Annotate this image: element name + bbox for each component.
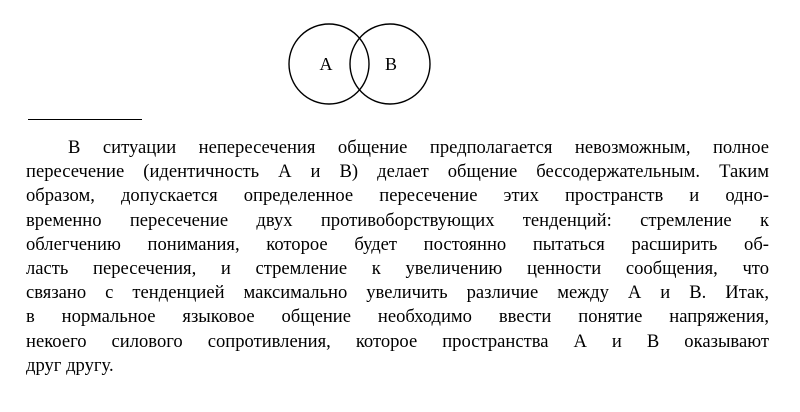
text-line: пересечение (идентичность А и В) делает общение бессодержательным. Таким [26,161,769,183]
text-line: связано с тенденцией максимально увеличить различие между А и В. Итак, [26,282,769,304]
venn-diagram-svg [0,0,800,110]
venn-diagram [0,0,800,110]
body-paragraph [26,136,769,378]
separator-rule [28,119,142,120]
text-line: ласть пересечения, и стремление к увеличению ценности сообщения, что [26,257,769,279]
text-line: В ситуации непересечения общение предполагается невозможным, полное [68,137,769,158]
text-line: облегчению понимания, которое будет постоянно пытаться расширить об- [26,233,769,255]
text-line: временно пересечение двух противоборствующих тенденций: стремление к [26,209,769,231]
text-line: некоего силового сопротивления, которое пространства А и В оказывают [26,330,769,352]
text-line: образом, допускается определенное пересечение этих пространств и одно- [26,185,769,207]
text-line: друг другу. [26,354,114,376]
circle-b-label: B [384,54,398,74]
circle-a-label: A [319,54,333,74]
text-line: в нормальное языковое общение необходимо ввести понятие напряжения, [26,306,769,328]
